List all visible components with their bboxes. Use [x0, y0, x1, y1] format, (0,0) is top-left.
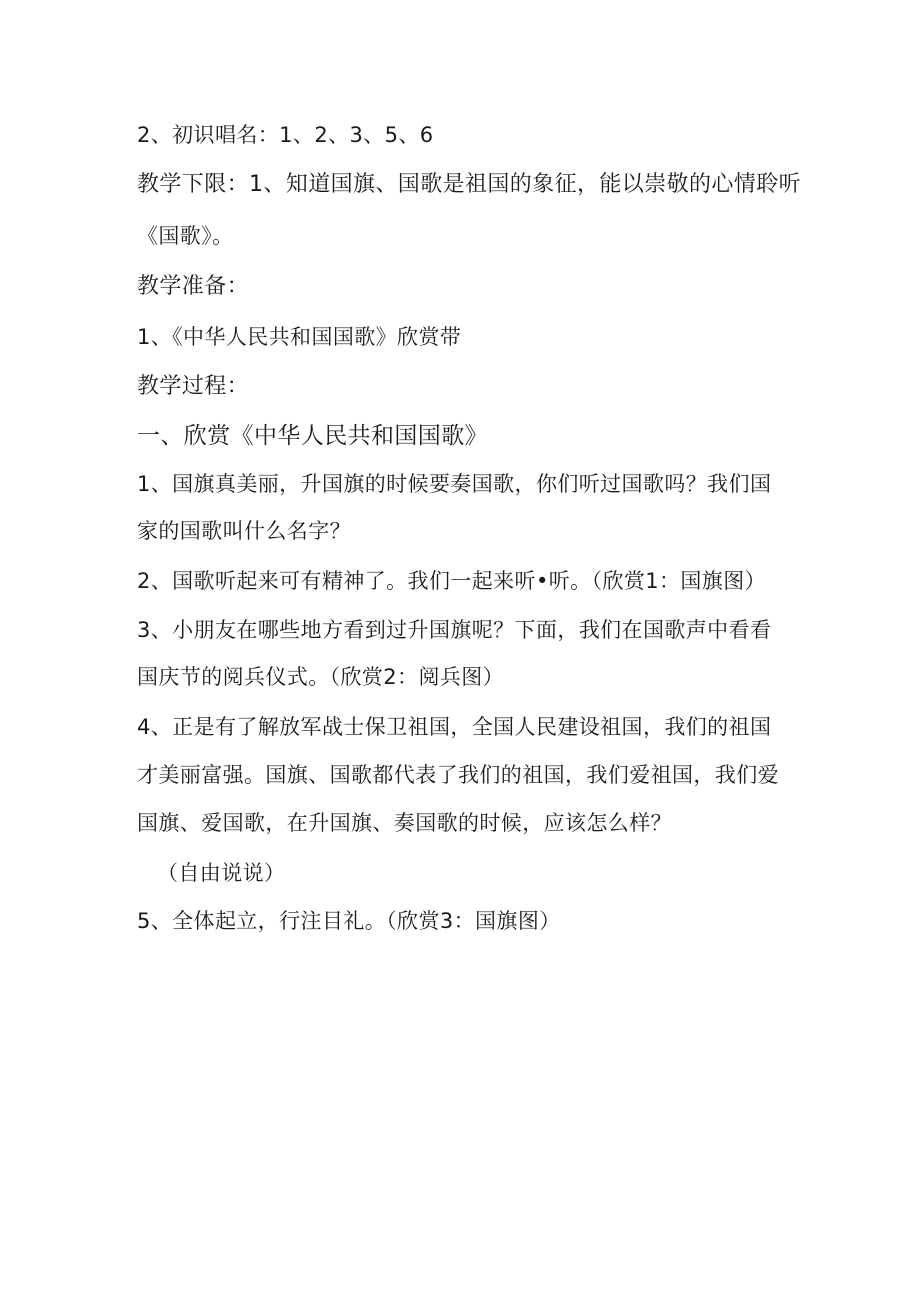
teaching-process-heading: 教学过程：: [137, 374, 250, 399]
step-4-cont-1: 才美丽富强。国旗、国歌都代表了我们的祖国，我们爱祖国，我们爱: [137, 763, 779, 787]
free-talk-note: （自由说说）: [157, 861, 286, 885]
teaching-lower-limit-cont: 《国歌》。: [137, 224, 234, 248]
step-4: 4、正是有了解放军战士保卫祖国，全国人民建设祖国，我们的祖国: [137, 715, 772, 739]
step-5: 5、全体起立，行注目礼。（欣赏3：国旗图）: [137, 909, 561, 933]
step-1-cont: 家的国歌叫什么名字？: [137, 519, 351, 543]
step-1: 1、国旗真美丽，升国旗的时候要奏国歌，你们听过国歌吗？我们国: [137, 472, 772, 496]
teaching-point-solfege: 2、初识唱名：1、2、3、5、6: [137, 123, 434, 147]
step-2: 2、国歌听起来可有精神了。我们一起来听•听。（欣赏1：国旗图）: [137, 569, 767, 593]
teaching-preparation-heading: 教学准备：: [137, 274, 250, 299]
teaching-lower-limit: 教学下限：1、知道国旗、国歌是祖国的象征，能以崇敬的心情聆听: [137, 172, 801, 197]
step-3-cont: 国庆节的阅兵仪式。（欣赏2：阅兵图）: [137, 665, 505, 689]
preparation-item-1: 1、《中华人民共和国国歌》欣赏带: [137, 325, 462, 349]
section-1-heading: 一、欣赏《中华人民共和国国歌》: [137, 423, 488, 449]
step-3: 3、小朋友在哪些地方看到过升国旗呢？下面，我们在国歌声中看看: [137, 618, 772, 642]
step-4-cont-2: 国旗、爱国歌，在升国旗、奏国歌的时候，应该怎么样？: [137, 811, 672, 835]
